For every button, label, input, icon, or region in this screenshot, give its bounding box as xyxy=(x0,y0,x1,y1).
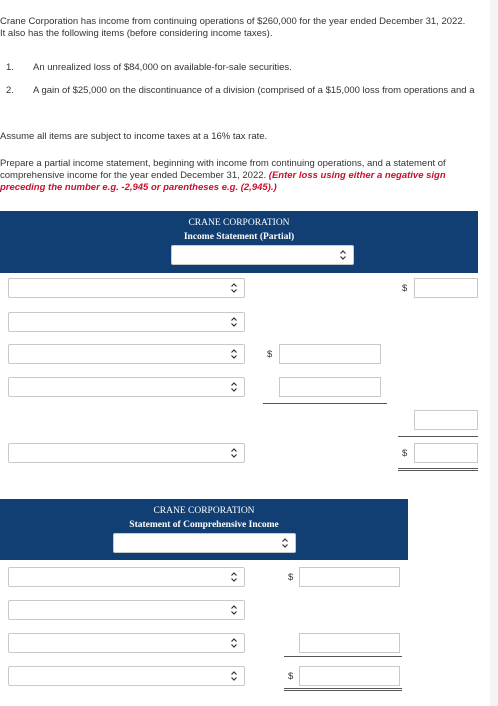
comprehensive-statement-company: CRANE CORPORATION xyxy=(153,506,255,516)
comprehensive-row-1-currency: $ xyxy=(288,572,294,583)
instruction-line-2 xyxy=(0,170,446,182)
up-down-chevron-icon xyxy=(339,249,347,261)
comprehensive-row-4-currency: $ xyxy=(288,671,294,682)
intro-line-2: It also has the following items (before considering income taxes). xyxy=(0,28,273,39)
up-down-chevron-icon xyxy=(230,316,238,328)
income-row-1-account-select[interactable] xyxy=(8,278,245,298)
income-row-3-amount-input[interactable] xyxy=(279,344,381,364)
instruction-line-1: Prepare a partial income statement, beginning with income from continuing operations, and a statement of xyxy=(0,158,446,169)
item-2-text: A gain of $25,000 on the discontinuance of a division (comprised of a $15,000 loss from operations and a xyxy=(33,85,475,96)
comprehensive-subtotal-rule xyxy=(284,656,402,657)
income-double-rule xyxy=(398,468,478,471)
comprehensive-statement-period-select[interactable] xyxy=(113,533,296,553)
up-down-chevron-icon xyxy=(230,282,238,294)
instruction-line-2-red: (Enter loss using either a negative sign xyxy=(268,170,446,181)
page-scrollbar[interactable] xyxy=(490,0,498,706)
comprehensive-double-rule xyxy=(284,688,402,691)
comprehensive-row-4-account-select[interactable] xyxy=(8,666,245,686)
instruction-line-2-text: comprehensive income for the year ended December 31, 2022. xyxy=(0,170,267,181)
income-row-4-amount-input[interactable] xyxy=(279,377,381,397)
intro-line-1: Crane Corporation has income from continuing operations of $260,000 for the year ended December 31, 2022. xyxy=(0,16,466,27)
income-row-6-account-select[interactable] xyxy=(8,443,245,463)
comprehensive-row-2-account-select[interactable] xyxy=(8,600,245,620)
income-statement-period-select[interactable] xyxy=(171,245,354,265)
income-row-1-currency: $ xyxy=(402,283,408,294)
up-down-chevron-icon xyxy=(230,637,238,649)
comprehensive-statement-header xyxy=(0,499,408,560)
income-row-2-account-select[interactable] xyxy=(8,312,245,332)
income-subtotal-rule xyxy=(263,403,387,404)
comprehensive-row-4-amount-input[interactable] xyxy=(299,666,400,686)
up-down-chevron-icon xyxy=(230,447,238,459)
comprehensive-statement-title: Statement of Comprehensive Income xyxy=(129,520,279,530)
income-row-5-amount-input[interactable] xyxy=(414,410,478,430)
income-row-1-amount-input[interactable] xyxy=(414,278,478,298)
income-row-3-account-select[interactable] xyxy=(8,344,245,364)
up-down-chevron-icon xyxy=(230,381,238,393)
up-down-chevron-icon xyxy=(230,670,238,682)
up-down-chevron-icon xyxy=(230,348,238,360)
item-1-text: An unrealized loss of $84,000 on available-for-sale securities. xyxy=(33,62,292,73)
income-total-rule xyxy=(398,436,478,437)
comprehensive-row-1-account-select[interactable] xyxy=(8,567,245,587)
income-row-3-currency: $ xyxy=(267,349,273,360)
income-statement-title: Income Statement (Partial) xyxy=(183,232,295,242)
up-down-chevron-icon xyxy=(281,537,289,549)
tax-note: Assume all items are subject to income taxes at a 16% tax rate. xyxy=(0,131,268,142)
item-2-number: 2. xyxy=(6,85,14,96)
comprehensive-row-3-amount-input[interactable] xyxy=(299,633,400,653)
instruction-line-3-red: preceding the number e.g. -2,945 or parentheses e.g. (2,945).) xyxy=(0,182,277,193)
comprehensive-row-3-account-select[interactable] xyxy=(8,633,245,653)
income-row-4-account-select[interactable] xyxy=(8,377,245,397)
income-row-6-amount-input[interactable] xyxy=(414,443,478,463)
comprehensive-row-1-amount-input[interactable] xyxy=(299,567,400,587)
item-1-number: 1. xyxy=(6,62,14,73)
up-down-chevron-icon xyxy=(230,571,238,583)
income-row-6-currency: $ xyxy=(402,448,408,459)
income-statement-header xyxy=(0,211,478,273)
up-down-chevron-icon xyxy=(230,604,238,616)
income-statement-company: CRANE CORPORATION xyxy=(188,218,290,228)
